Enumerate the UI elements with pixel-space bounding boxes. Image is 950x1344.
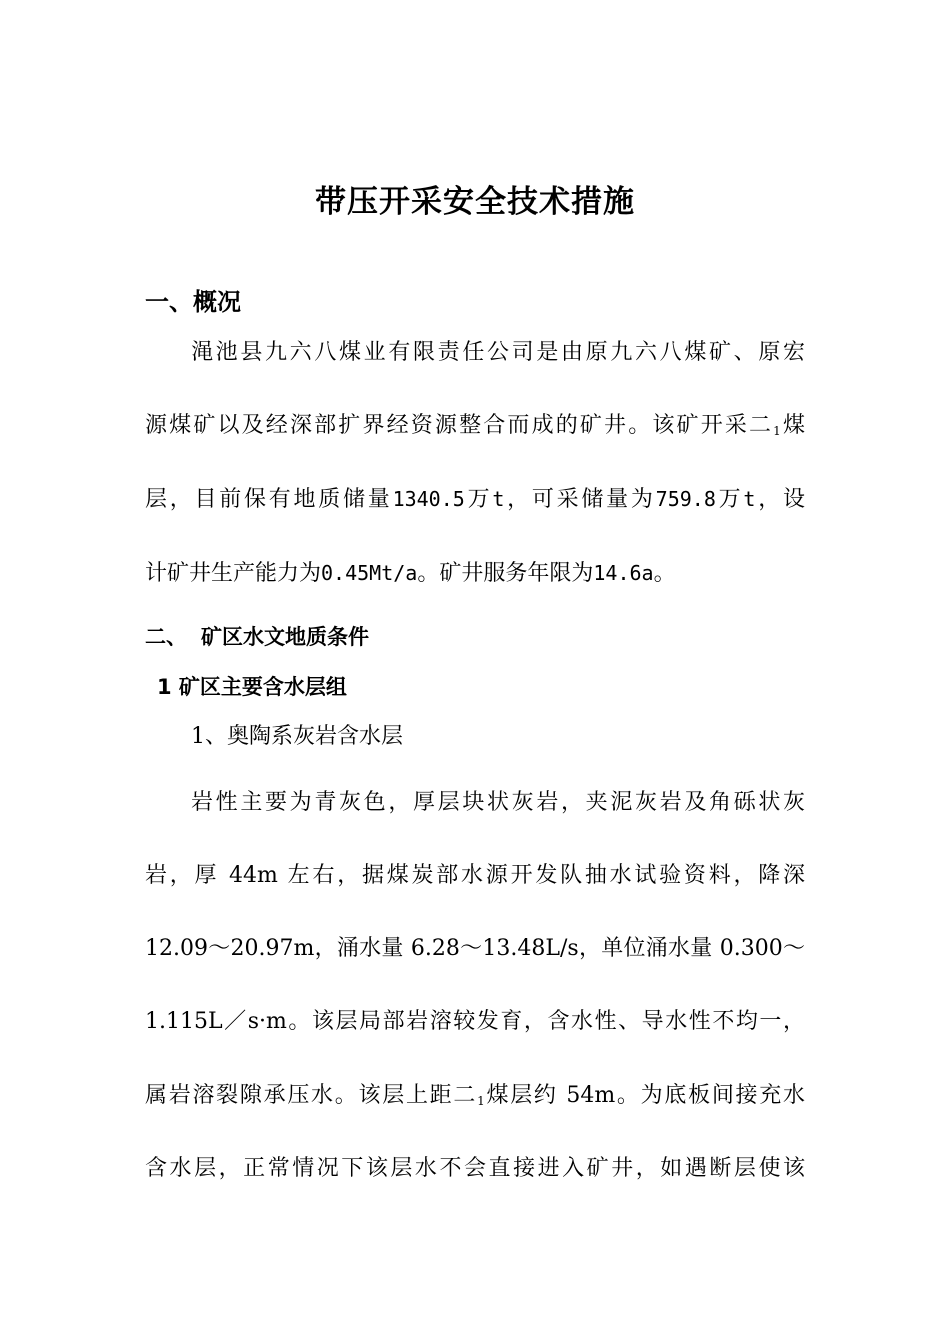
list-item-ordovician-limestone: 1、奥陶系灰岩含水层 bbox=[191, 724, 403, 749]
paragraph-line: 属岩溶裂隙承压水。该层上距二$_1$煤层约 54m。为底板间接充水 bbox=[145, 1083, 805, 1108]
paragraph-line: 层，目前保有地质储量1340.5万t，可采储量为759.8万t，设 bbox=[145, 487, 805, 512]
section-heading-hydrogeology: 二、 矿区水文地质条件 bbox=[145, 625, 369, 649]
paragraph-line: 计矿井生产能力为0.45Mt/a。矿井服务年限为14.6a。 bbox=[145, 561, 676, 586]
section-heading-overview: 一、概况 bbox=[145, 288, 241, 316]
paragraph-line: 12.09～20.97m，涌水量 6.28～13.48L/s，单位涌水量 0.300～ bbox=[145, 936, 805, 961]
paragraph-line: 源煤矿以及经深部扩界经资源整合而成的矿井。该矿开采二$_1$煤 bbox=[145, 413, 805, 438]
paragraph-line: 含水层，正常情况下该层水不会直接进入矿井，如遇断层使该 bbox=[145, 1156, 805, 1181]
paragraph-line: 岩性主要为青灰色，厚层块状灰岩，夹泥灰岩及角砾状灰 bbox=[191, 790, 805, 815]
document-title: 带压开采安全技术措施 bbox=[315, 184, 635, 220]
paragraph-line: 渑池县九六八煤业有限责任公司是由原九六八煤矿、原宏 bbox=[191, 340, 805, 365]
paragraph-line: 岩，厚 44m 左右，据煤炭部水源开发队抽水试验资料，降深 bbox=[145, 863, 805, 888]
paragraph-line: 1.115L／s·m。该层局部岩溶较发育，含水性、导水性不均一， bbox=[145, 1009, 805, 1034]
subsection-heading-aquifers: 1 矿区主要含水层组 bbox=[157, 675, 347, 699]
